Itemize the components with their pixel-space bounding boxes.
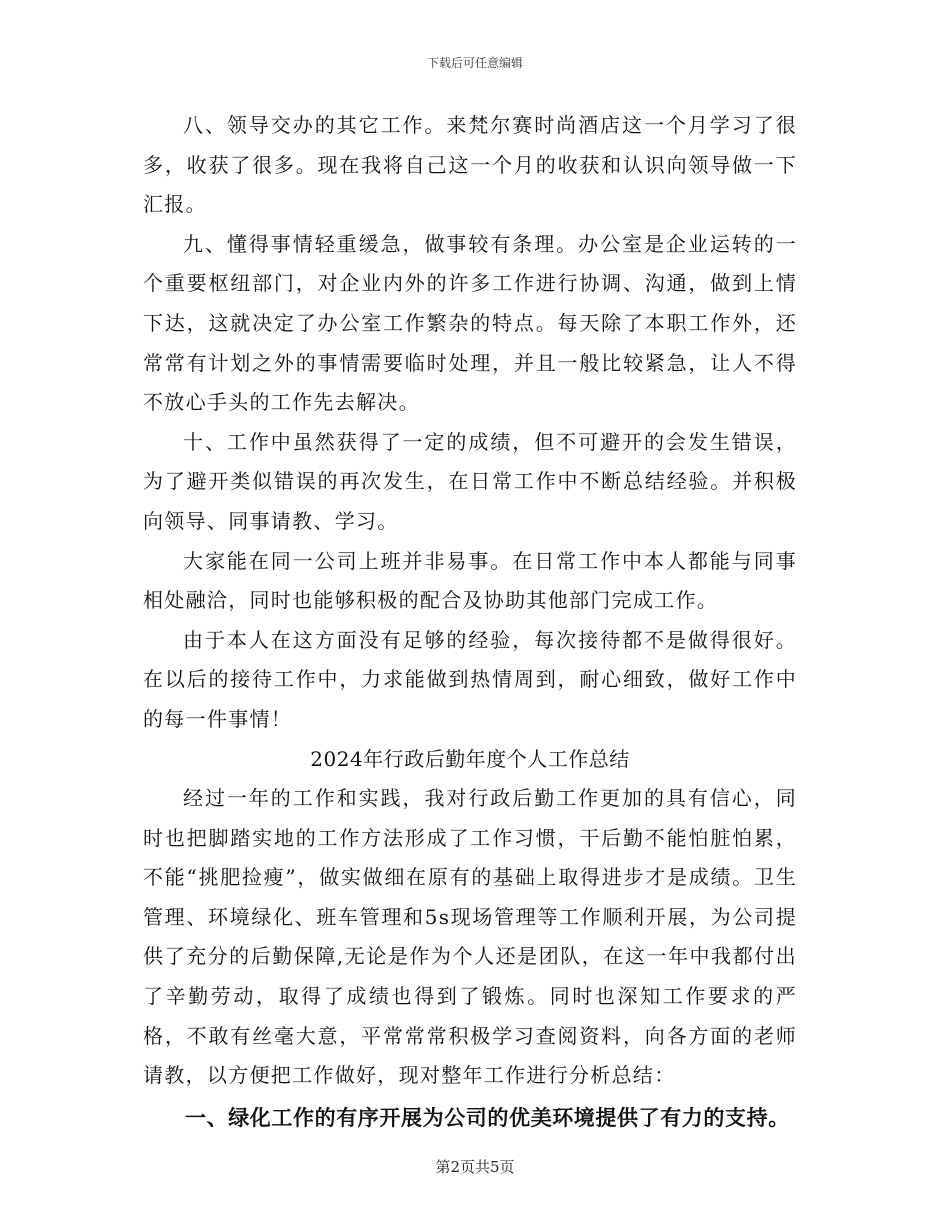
paragraph-reception: 由于本人在这方面没有足够的经验，每次接待都不是做得很好。在以后的接待工作中，力求能做到热情周到，耐心细致，做好工作中的每一件事情！ (143, 627, 797, 731)
paragraph-intro: 经过一年的工作和实践，我对行政后勤工作更加的具有信心，同时也把脚踏实地的工作方法形成了工作习惯，干后勤不能怕脏怕累，不能“挑肥捡瘦”，做实做细在原有的基础上取得进步才是成绩。卫生管理、环境绿化、班车管理和5s现场管理等工作顺利开展，为公司提供了充分的后勤保障,无论是作为个人还是团队，在这一年中我都付出了辛勤劳动，取得了成绩也得到了锻炼。同时也深知工作要求的严格，不敢有丝毫大意，平常常常积极学习查阅资料，向各方面的老师请教，以方便把工作做好，现对整年工作进行分析总结： (143, 786, 797, 1088)
paragraph-colleagues: 大家能在同一公司上班并非易事。在日常工作中本人都能与同事相处融洽，同时也能够积极的配合及协助其他部门完成工作。 (143, 548, 797, 613)
paragraph-item-10: 十、工作中虽然获得了一定的成绩，但不可避开的会发生错误，为了避开类似错误的再次发生，在日常工作中不断总结经验。并积极向领导、同事请教、学习。 (143, 429, 797, 533)
page-number: 第2页共5页 (435, 1158, 515, 1176)
document-body (143, 106, 797, 1140)
section-heading-greening: 一、绿化工作的有序开展为公司的优美环境提供了有力的支持。 (185, 1104, 790, 1130)
paragraph-item-8: 八、领导交办的其它工作。来梵尔赛时尚酒店这一个月学习了很多，收获了很多。现在我将自己这一个月的收获和认识向领导做一下汇报。 (143, 113, 797, 217)
page-header-note: 下载后可任意编辑 (426, 56, 523, 70)
paragraph-item-9: 九、懂得事情轻重缓急，做事较有条理。办公室是企业运转的一个重要枢纽部门，对企业内外的许多工作进行协调、沟通，做到上情下达，这就决定了办公室工作繁杂的特点。每天除了本职工作外，还常常有计划之外的事情需要临时处理，并且一般比较紧急，让人不得不放心手头的工作先去解决。 (143, 231, 797, 415)
document-title: 2024年行政后勤年度个人工作总结 (310, 746, 630, 771)
